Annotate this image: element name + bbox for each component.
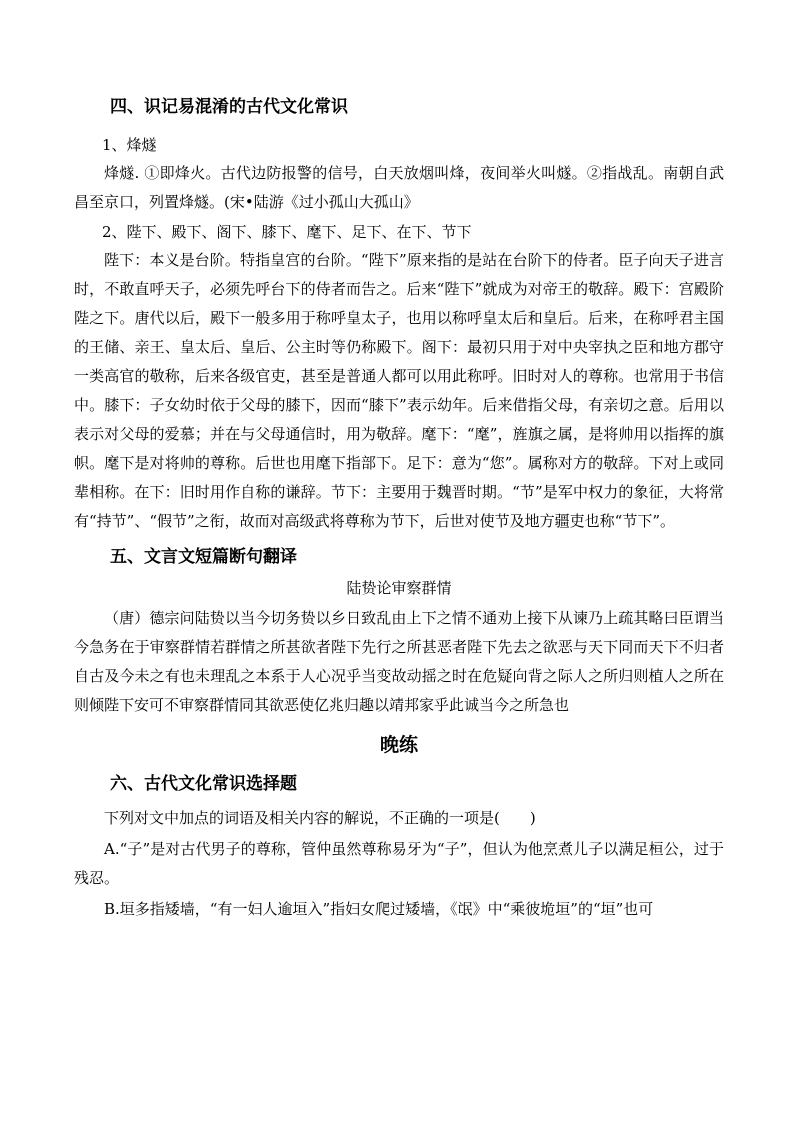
option-b: B.垣多指矮墙，“有一妇人逾垣入”指妇女爬过矮墙，《氓》中“乘彼垝垣”的“垣”也可 (104, 900, 654, 918)
option-a: A.“子”是对古代男子的尊称，管仲虽然尊称易牙为“子”，但认为他烹煮儿子以满足桓公，过于残忍。 (74, 840, 724, 887)
passage-title: 陆贽论审察群情 (346, 579, 452, 597)
evening-practice-title: 晚练 (379, 734, 418, 756)
section6-heading: 六、古代文化常识选择题 (110, 774, 297, 794)
section5-heading: 五、文言文短篇断句翻译 (110, 547, 297, 567)
passage-text: （唐）德宗问陆贽以当今切务贽以乡日致乱由上下之情不通劝上接下从谏乃上疏其略曰臣谓当今急务在于审察群情若群情之所甚欲者陛下先行之所甚恶者陛下先去之欲恶与天下同而天下不归者自古及今未之有也未理乱之本系于人心况乎当变故动摇之时在危疑向背之际人之所归则植人之所在则倾陛下安可不审察群情同其欲恶使亿兆归趣以靖邦家乎此诚当今之所急也 (74, 609, 724, 714)
item1-text: 烽燧. ①即烽火。古代边防报警的信号，白天放烟叫烽，夜间举火叫燧。②指战乱。南朝自武昌至京口，列置烽燧。(宋•陆游《过小孤山大孤山》 (74, 164, 724, 211)
question-stem: 下列对文中加点的词语及相关内容的解说，不正确的一项是( ) (104, 809, 536, 827)
document-page (74, 90, 724, 924)
item2-title: 2、陛下、殿下、阁下、膝下、麾下、足下、在下、节下 (102, 223, 472, 241)
item1-title: 1、烽燧 (102, 136, 157, 154)
item2-text: 陛下：本义是台阶。特指皇宫的台阶。“陛下”原来指的是站在台阶下的侍者。臣子向天子进言时，不敢直呼天子，必须先呼台下的侍者而告之。后来“陛下”就成为对帝王的敬辞。殿下：宫殿阶陛之下。唐代以后，殿下一般多用于称呼皇太子，也用以称呼皇太后和皇后。后来，在称呼君主国的王储、亲王、皇太后、皇后、公主时等仍称殿下。阁下：最初只用于对中央宰执之臣和地方郡守一类高官的敬称，后来各级官吏，甚至是普通人都可以用此称呼。旧时对人的尊称。也常用于书信中。膝下：子女幼时依于父母的膝下，因而“膝下”表示幼年。后来借指父母，有亲切之意。后用以表示对父母的爱慕；并在与父母通信时，用为敬辞。麾下：“麾”，旌旗之属，是将帅用以指挥的旗帜。麾下是对将帅的尊称。后世也用麾下指部下。足下：意为“您”。属称对方的敬辞。下对上或同辈相称。在下：旧时用作自称的谦辞。节下：主要用于魏晋时期。“节”是军中权力的象征，大将常有“持节”、“假节”之衔，故而对高级武将尊称为节下，后世对使节及地方疆吏也称“节下”。 (74, 251, 724, 530)
section4-heading: 四、识记易混淆的古代文化常识 (110, 97, 348, 117)
